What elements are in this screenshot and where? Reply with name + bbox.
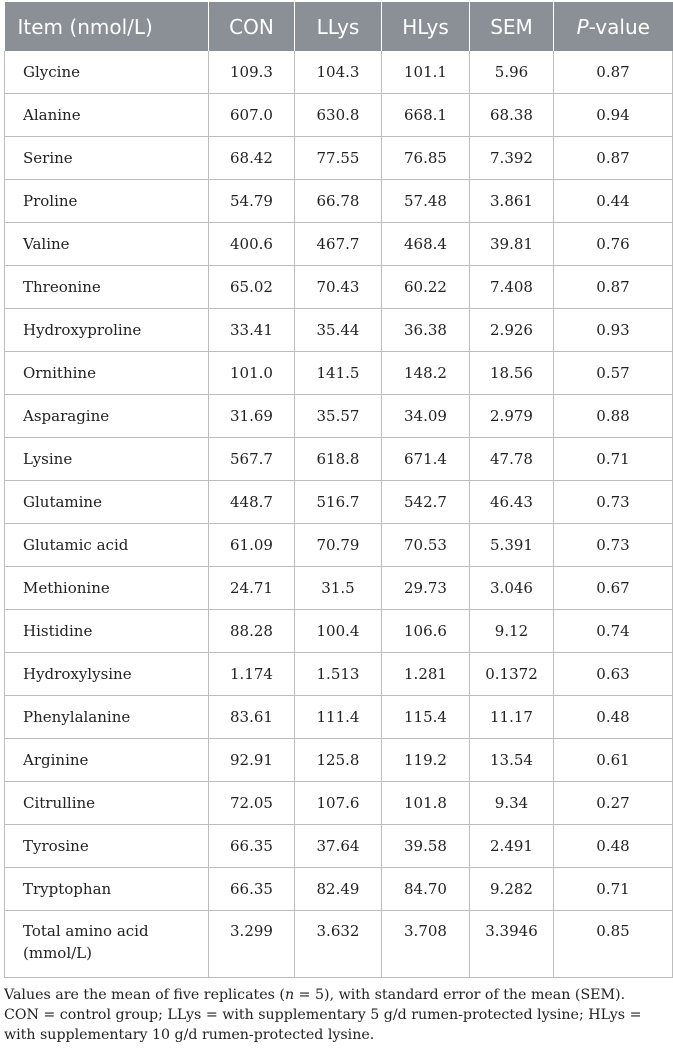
cell-p-value: 0.73 [554, 524, 673, 567]
cell-llys: 467.7 [295, 223, 382, 266]
cell-item: Glutamic acid [5, 524, 209, 567]
cell-item: Arginine [5, 739, 209, 782]
cell-con: 54.79 [209, 180, 295, 223]
cell-hlys: 29.73 [382, 567, 470, 610]
cell-p-value: 0.61 [554, 739, 673, 782]
cell-con: 68.42 [209, 137, 295, 180]
cell-p-value: 0.94 [554, 94, 673, 137]
cell-hlys: 148.2 [382, 352, 470, 395]
cell-p-value: 0.87 [554, 51, 673, 94]
cell-llys: 516.7 [295, 481, 382, 524]
table-row [5, 524, 673, 567]
cell-hlys: 119.2 [382, 739, 470, 782]
table-row [5, 567, 673, 610]
cell-hlys: 70.53 [382, 524, 470, 567]
table-row [5, 782, 673, 825]
cell-item: Proline [5, 180, 209, 223]
cell-hlys: 106.6 [382, 610, 470, 653]
cell-con: 72.05 [209, 782, 295, 825]
cell-item: Histidine [5, 610, 209, 653]
cell-hlys: 34.09 [382, 395, 470, 438]
cell-item: Total amino acid (mmol/L) [5, 911, 209, 978]
cell-llys: 107.6 [295, 782, 382, 825]
cell-hlys: 542.7 [382, 481, 470, 524]
table-footnote [4, 985, 670, 1045]
table-row-total [5, 911, 673, 978]
cell-sem: 3.3946 [470, 911, 554, 978]
cell-con: 65.02 [209, 266, 295, 309]
cell-item: Valine [5, 223, 209, 266]
cell-item: Alanine [5, 94, 209, 137]
table-row [5, 696, 673, 739]
table-row [5, 180, 673, 223]
cell-llys: 1.513 [295, 653, 382, 696]
cell-hlys: 60.22 [382, 266, 470, 309]
cell-sem: 7.392 [470, 137, 554, 180]
cell-sem: 46.43 [470, 481, 554, 524]
table-row [5, 395, 673, 438]
cell-item: Threonine [5, 266, 209, 309]
table-row [5, 94, 673, 137]
cell-item: Hydroxyproline [5, 309, 209, 352]
cell-llys: 125.8 [295, 739, 382, 782]
cell-llys: 70.79 [295, 524, 382, 567]
cell-sem: 2.979 [470, 395, 554, 438]
cell-hlys: 671.4 [382, 438, 470, 481]
cell-hlys: 76.85 [382, 137, 470, 180]
cell-hlys: 115.4 [382, 696, 470, 739]
header-p-value [554, 2, 673, 51]
table-row [5, 352, 673, 395]
table-row [5, 266, 673, 309]
cell-p-value: 0.93 [554, 309, 673, 352]
cell-llys: 66.78 [295, 180, 382, 223]
footnote-n: n [284, 987, 295, 1003]
cell-sem: 5.96 [470, 51, 554, 94]
cell-p-value: 0.48 [554, 825, 673, 868]
cell-con: 101.0 [209, 352, 295, 395]
cell-p-value: 0.87 [554, 266, 673, 309]
cell-item: Tyrosine [5, 825, 209, 868]
table-row [5, 309, 673, 352]
cell-item: Glutamine [5, 481, 209, 524]
header-sem: SEM [470, 2, 554, 51]
cell-llys: 35.44 [295, 309, 382, 352]
table-row [5, 438, 673, 481]
header-item: Item (nmol/L) [5, 2, 209, 51]
cell-p-value: 0.44 [554, 180, 673, 223]
cell-con: 607.0 [209, 94, 295, 137]
cell-p-value: 0.67 [554, 567, 673, 610]
cell-llys: 111.4 [295, 696, 382, 739]
cell-p-value: 0.85 [554, 911, 673, 978]
cell-sem: 3.046 [470, 567, 554, 610]
cell-item: Hydroxylysine [5, 653, 209, 696]
cell-hlys: 39.58 [382, 825, 470, 868]
cell-con: 88.28 [209, 610, 295, 653]
cell-hlys: 668.1 [382, 94, 470, 137]
cell-sem: 7.408 [470, 266, 554, 309]
cell-hlys: 3.708 [382, 911, 470, 978]
footnote-text-a: Values are the mean of five replicates ( [4, 987, 285, 1003]
cell-sem: 9.282 [470, 868, 554, 911]
cell-sem: 2.926 [470, 309, 554, 352]
cell-sem: 9.34 [470, 782, 554, 825]
cell-con: 66.35 [209, 868, 295, 911]
cell-p-value: 0.48 [554, 696, 673, 739]
cell-llys: 37.64 [295, 825, 382, 868]
cell-sem: 39.81 [470, 223, 554, 266]
cell-hlys: 468.4 [382, 223, 470, 266]
cell-llys: 31.5 [295, 567, 382, 610]
cell-llys: 77.55 [295, 137, 382, 180]
cell-llys: 3.632 [295, 911, 382, 978]
cell-p-value: 0.73 [554, 481, 673, 524]
cell-llys: 618.8 [295, 438, 382, 481]
header-p-italic: P [576, 14, 589, 39]
cell-llys: 100.4 [295, 610, 382, 653]
cell-hlys: 84.70 [382, 868, 470, 911]
cell-hlys: 101.1 [382, 51, 470, 94]
cell-con: 109.3 [209, 51, 295, 94]
cell-sem: 0.1372 [470, 653, 554, 696]
cell-hlys: 36.38 [382, 309, 470, 352]
cell-p-value: 0.71 [554, 438, 673, 481]
cell-item: Serine [5, 137, 209, 180]
cell-p-value: 0.74 [554, 610, 673, 653]
header-hlys: HLys [382, 2, 470, 51]
cell-sem: 11.17 [470, 696, 554, 739]
cell-sem: 5.391 [470, 524, 554, 567]
table-row [5, 825, 673, 868]
cell-p-value: 0.87 [554, 137, 673, 180]
cell-item: Citrulline [5, 782, 209, 825]
cell-item: Lysine [5, 438, 209, 481]
table-row [5, 610, 673, 653]
cell-llys: 35.57 [295, 395, 382, 438]
cell-llys: 104.3 [295, 51, 382, 94]
cell-con: 92.91 [209, 739, 295, 782]
cell-con: 3.299 [209, 911, 295, 978]
cell-item: Phenylalanine [5, 696, 209, 739]
cell-sem: 13.54 [470, 739, 554, 782]
cell-sem: 9.12 [470, 610, 554, 653]
cell-con: 1.174 [209, 653, 295, 696]
cell-p-value: 0.88 [554, 395, 673, 438]
cell-sem: 18.56 [470, 352, 554, 395]
cell-llys: 630.8 [295, 94, 382, 137]
cell-sem: 68.38 [470, 94, 554, 137]
table-row [5, 51, 673, 94]
cell-item: Tryptophan [5, 868, 209, 911]
header-llys: LLys [295, 2, 382, 51]
table-header [5, 2, 673, 51]
cell-con: 448.7 [209, 481, 295, 524]
header-p-rest: -value [588, 14, 650, 39]
cell-sem: 47.78 [470, 438, 554, 481]
cell-item: Ornithine [5, 352, 209, 395]
cell-hlys: 1.281 [382, 653, 470, 696]
cell-con: 66.35 [209, 825, 295, 868]
amino-acid-table [4, 2, 673, 978]
cell-hlys: 57.48 [382, 180, 470, 223]
table-row [5, 739, 673, 782]
cell-hlys: 101.8 [382, 782, 470, 825]
cell-con: 567.7 [209, 438, 295, 481]
cell-con: 31.69 [209, 395, 295, 438]
cell-con: 33.41 [209, 309, 295, 352]
table-row [5, 223, 673, 266]
cell-llys: 70.43 [295, 266, 382, 309]
table-row [5, 481, 673, 524]
cell-p-value: 0.71 [554, 868, 673, 911]
cell-item: Asparagine [5, 395, 209, 438]
cell-con: 400.6 [209, 223, 295, 266]
cell-p-value: 0.76 [554, 223, 673, 266]
cell-con: 24.71 [209, 567, 295, 610]
footnote-text-b: = 5), with standard error of the mean (SEM). [294, 987, 626, 1003]
footnote-line-2: CON = control group; LLys = with supplementary 5 g/d rumen-protected lysine; HLys = with supplementary 10 g/d rumen-protected lysine. [4, 1007, 642, 1043]
table-row [5, 137, 673, 180]
header-con: CON [209, 2, 295, 51]
cell-p-value: 0.57 [554, 352, 673, 395]
cell-p-value: 0.27 [554, 782, 673, 825]
cell-sem: 2.491 [470, 825, 554, 868]
cell-llys: 82.49 [295, 868, 382, 911]
cell-con: 83.61 [209, 696, 295, 739]
table-row [5, 868, 673, 911]
header-row [5, 2, 673, 51]
table-body [5, 51, 673, 978]
cell-p-value: 0.63 [554, 653, 673, 696]
table-row [5, 653, 673, 696]
cell-item: Methionine [5, 567, 209, 610]
cell-sem: 3.861 [470, 180, 554, 223]
footnote-line-1 [4, 985, 670, 1005]
cell-item: Glycine [5, 51, 209, 94]
cell-con: 61.09 [209, 524, 295, 567]
cell-llys: 141.5 [295, 352, 382, 395]
